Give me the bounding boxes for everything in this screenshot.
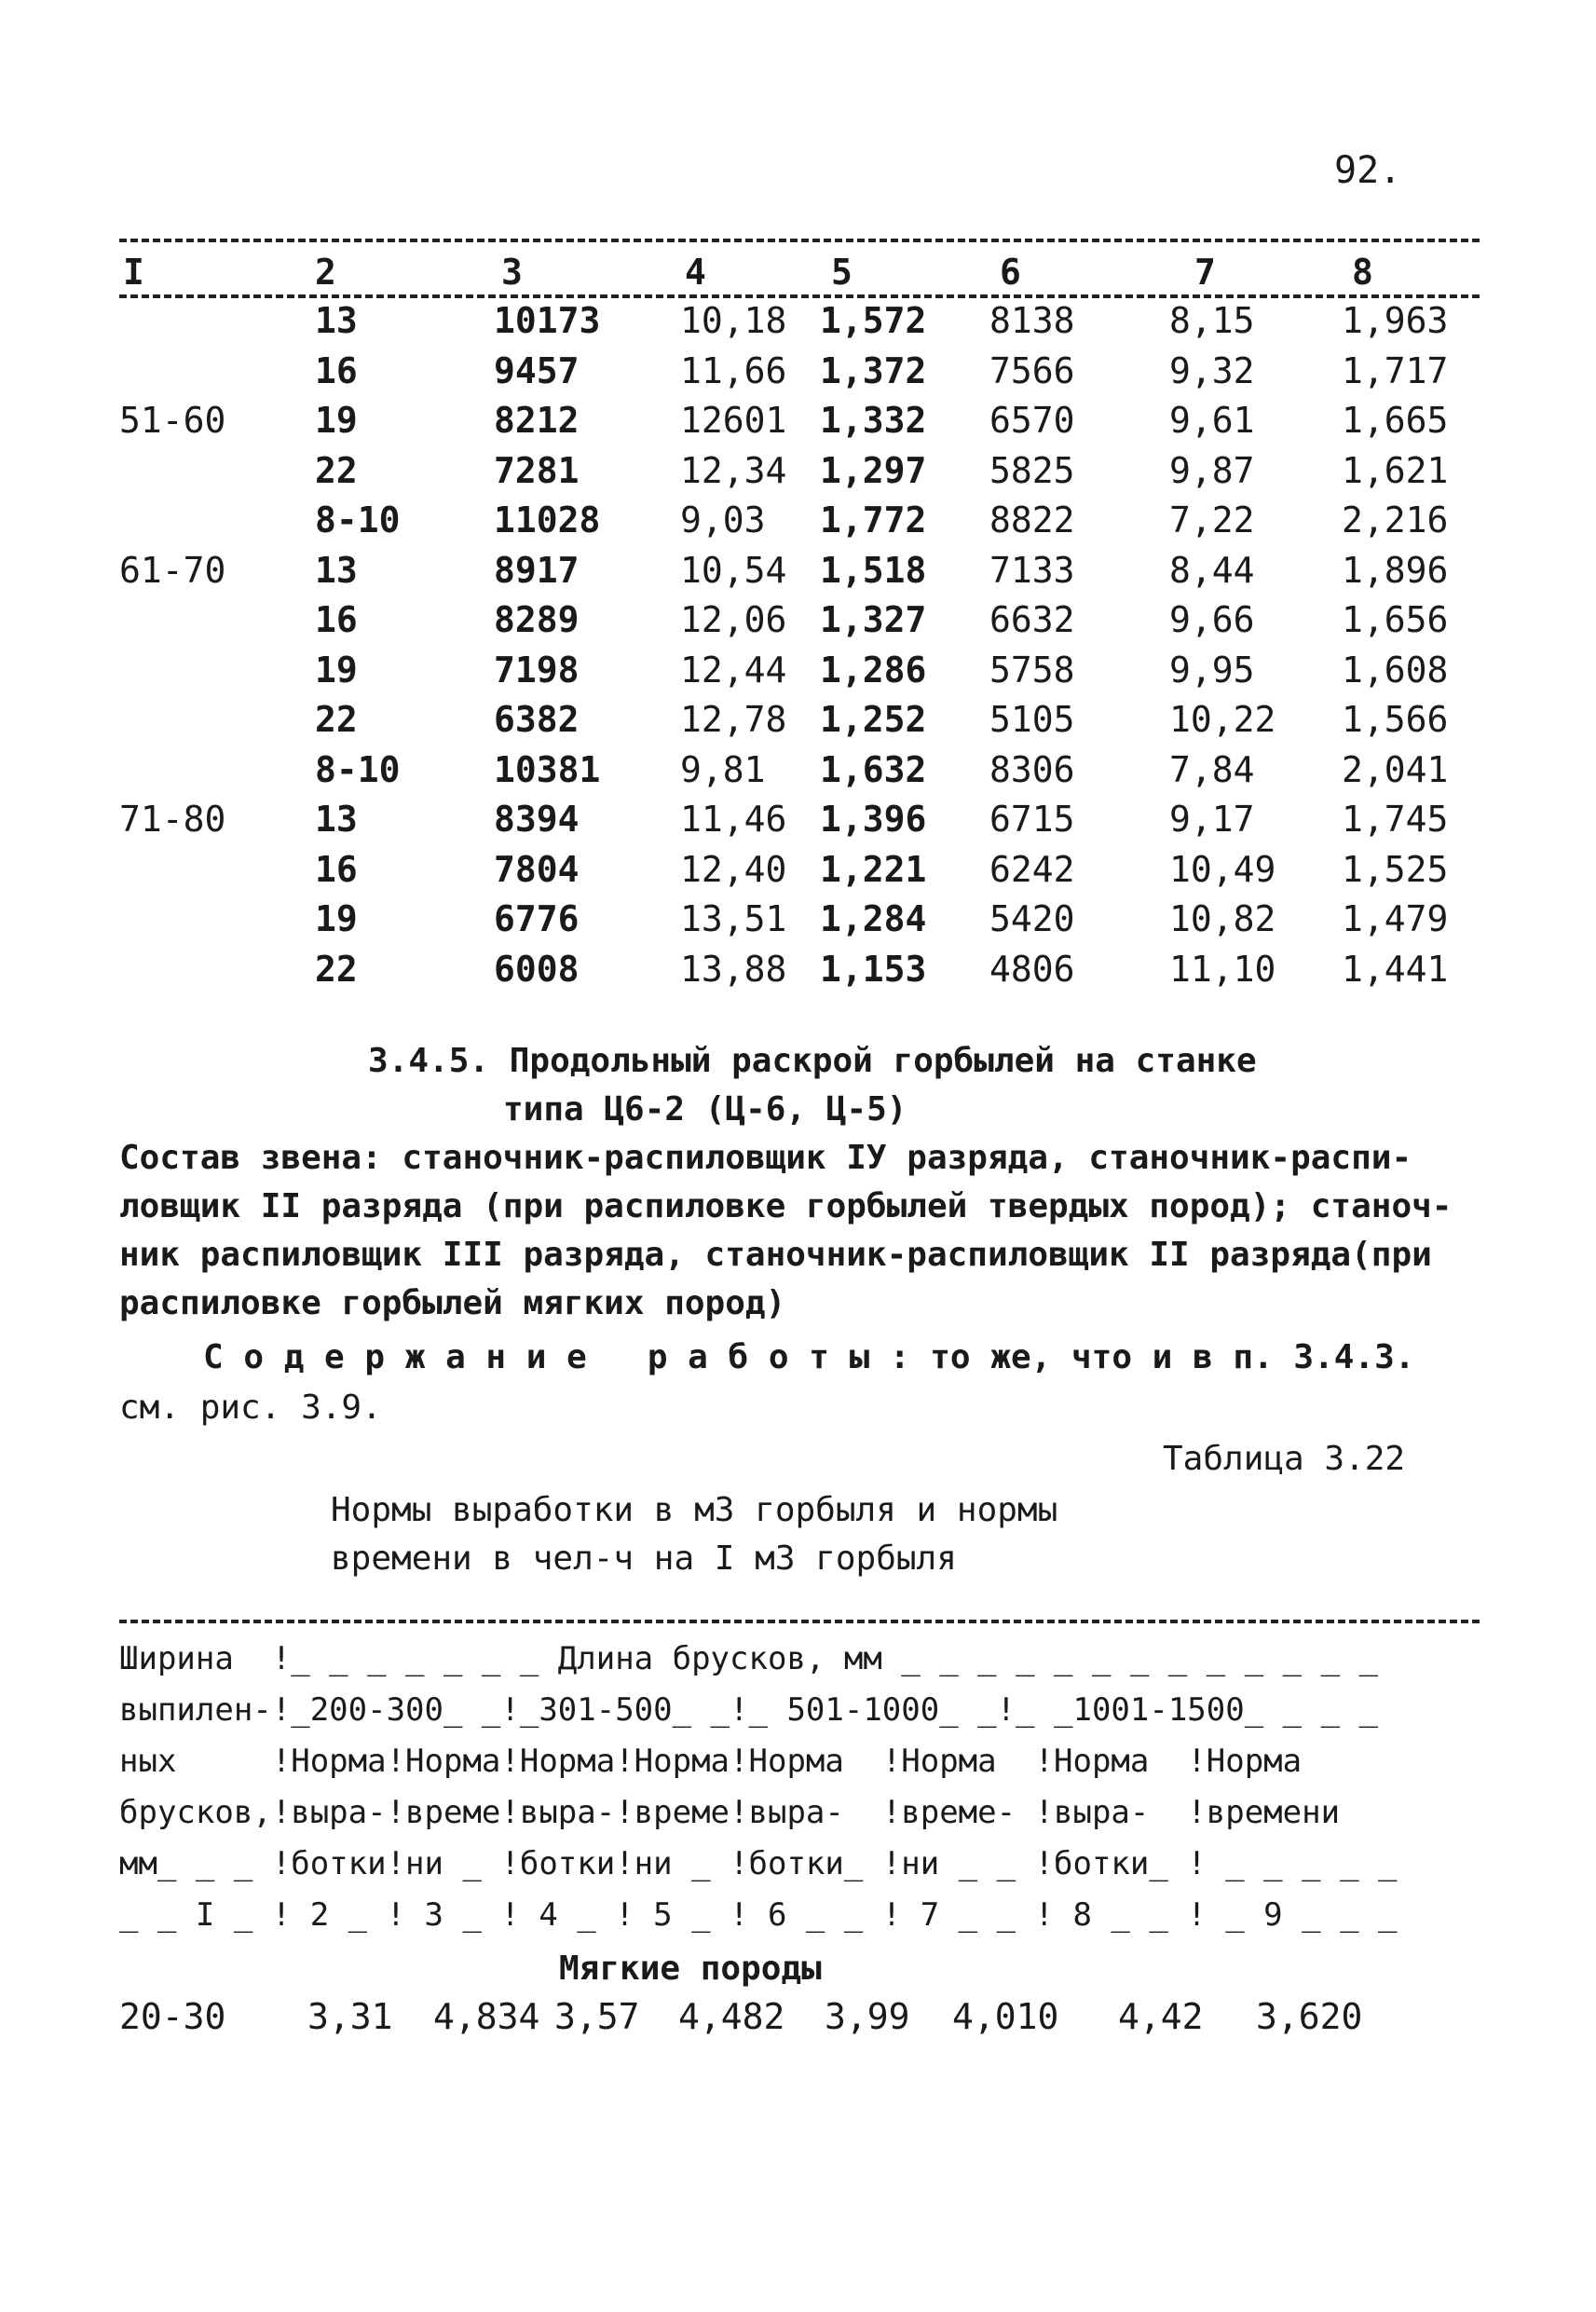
upper-header-cell: 7 [1194,252,1216,293]
table-cell: 22 [315,948,358,990]
table-cell: 12601 [680,400,787,441]
header-line: мм_ _ _ !ботки!ни _ !ботки!ни _ !ботки_ !ни _ _ !ботки_ ! _ _ _ _ _ [119,1845,1398,1882]
table-cell: 1,221 [820,848,927,890]
table-cell: 1,896 [1342,549,1449,591]
table-cell: 9,81 [680,748,766,790]
table-cell: 1,632 [820,748,927,790]
header-line: Ширина !_ _ _ _ _ _ _ Длина бруcков, мм _ _ _ _ _ _ _ _ _ _ _ _ _ [119,1640,1379,1677]
table-cell: 1,608 [1342,649,1449,691]
table-cell: 1,518 [820,549,927,591]
table-cell: 13 [315,799,358,840]
table-cell: 1,327 [820,599,927,640]
table-cell: 1,745 [1342,799,1449,840]
section-title: 3.4.5. Продольный раскрой горбылей на станке [368,1042,1257,1080]
section-label: Мягкие породы [559,1949,822,1988]
composition-line: распиловке горбылей мягких пород) [119,1284,786,1322]
table-cell: 12,34 [680,449,787,491]
table-cell: 10,22 [1169,699,1276,740]
table-cell: 6776 [494,898,580,939]
table-cell: 9,66 [1169,599,1255,640]
table-title: Нормы выработки в м3 горбыля и нормы [331,1491,1058,1529]
table-cell: 1,153 [820,948,927,990]
table-top-rule [119,239,1480,242]
table-cell: 16 [315,599,358,640]
composition-line: ник распиловщик III разряда, станочник-распиловщик II разряда(при [119,1236,1432,1274]
upper-header-cell: 3 [501,252,523,293]
table-cell: 1,252 [820,699,927,740]
table-cell: 1,656 [1342,599,1449,640]
cell: 4,834 [433,1996,540,2037]
table-cell: 10,18 [680,300,787,341]
table-cell: 13,51 [680,898,787,939]
table-cell: 11,66 [680,349,787,391]
cell: 4,482 [678,1996,785,2037]
group-label: 61-70 [119,549,226,591]
table-cell: 6715 [989,799,1075,840]
table-cell: 8-10 [315,748,401,790]
table-cell: 6008 [494,948,580,990]
upper-header-cell: 2 [315,252,336,293]
cell: 3,99 [825,1996,910,2037]
group-label: 71-80 [119,799,226,840]
table-caption: Таблица 3.22 [1163,1440,1406,1478]
table-cell: 7198 [494,649,580,691]
table-title-cont: времени в чел-ч на I м3 горбыля [331,1539,957,1578]
table-cell: 1,286 [820,649,927,691]
table-cell: 12,06 [680,599,787,640]
table-cell: 12,40 [680,848,787,890]
header-line: выпилен-!_200-300_ _!_301-500_ _!_ 501-1000_ _!_ _1001-1500_ _ _ _ [119,1691,1379,1729]
table-cell: 5825 [989,449,1075,491]
header-line: брусков,!выра-!време!выра-!време!выра- !време- !выра- !времени [119,1794,1341,1831]
table-cell: 1,566 [1342,699,1449,740]
table-cell: 1,963 [1342,300,1449,341]
table-cell: 1,284 [820,898,927,939]
cell: 4,010 [952,1996,1059,2037]
table-cell: 8212 [494,400,580,441]
table-cell: 8-10 [315,499,401,540]
cell: 4,42 [1118,1996,1204,2037]
table-cell: 2,041 [1342,748,1449,790]
table-cell: 8306 [989,748,1075,790]
table-cell: 1,332 [820,400,927,441]
table-cell: 10173 [494,300,601,341]
table-cell: 7281 [494,449,580,491]
table-cell: 9,95 [1169,649,1255,691]
table-cell: 8289 [494,599,580,640]
table-cell: 7,84 [1169,748,1255,790]
header-line: ных !Норма!Норма!Норма!Норма!Норма !Норма !Норма !Норма [119,1743,1303,1780]
table-cell: 9,03 [680,499,766,540]
table-cell: 5420 [989,898,1075,939]
table-cell: 2,216 [1342,499,1449,540]
header-rule [119,294,1480,298]
table-cell: 1,396 [820,799,927,840]
table-cell: 6632 [989,599,1075,640]
upper-header-cell: 4 [685,252,706,293]
table-cell: 12,44 [680,649,787,691]
table-cell: 8138 [989,300,1075,341]
table-cell: 1,479 [1342,898,1449,939]
table-cell: 6242 [989,848,1075,890]
table-cell: 1,297 [820,449,927,491]
table-cell: 4806 [989,948,1075,990]
table-cell: 11,46 [680,799,787,840]
upper-header-cell: 8 [1352,252,1373,293]
table-cell: 7566 [989,349,1075,391]
table-cell: 8,44 [1169,549,1255,591]
composition-line: ловщик II разряда (при распиловке горбылей твердых пород); станоч- [119,1187,1453,1225]
table-cell: 1,772 [820,499,927,540]
table-cell: 19 [315,898,358,939]
cell: 3,620 [1256,1996,1363,2037]
table-cell: 1,441 [1342,948,1449,990]
table-cell: 1,717 [1342,349,1449,391]
upper-header-cell: I [123,252,144,293]
table-cell: 10381 [494,748,601,790]
table-cell: 10,49 [1169,848,1276,890]
table-cell: 8394 [494,799,580,840]
table-cell: 1,665 [1342,400,1449,441]
table-cell: 22 [315,449,358,491]
figure-reference: см. рис. 3.9. [119,1389,382,1427]
header-line: _ _ I _ ! 2 _ ! 3 _ ! 4 _ ! 5 _ ! 6 _ _ ! 7 _ _ ! 8 _ _ ! _ 9 _ _ _ [119,1896,1398,1934]
section-title-cont: типа Ц6-2 (Ц-6, Ц-5) [503,1090,907,1129]
table-cell: 16 [315,349,358,391]
table-cell: 5758 [989,649,1075,691]
table-cell: 12,78 [680,699,787,740]
table-cell: 8917 [494,549,580,591]
table-cell: 9457 [494,349,580,391]
table-cell: 7133 [989,549,1075,591]
table-cell: 11028 [494,499,601,540]
table-cell: 10,54 [680,549,787,591]
table-cell: 13,88 [680,948,787,990]
cell: 3,57 [554,1996,640,2037]
table-cell: 1,572 [820,300,927,341]
table-cell: 8822 [989,499,1075,540]
table-cell: 9,87 [1169,449,1255,491]
table-cell: 9,32 [1169,349,1255,391]
cell: 20-30 [119,1996,226,2037]
table-cell: 16 [315,848,358,890]
table-cell: 13 [315,549,358,591]
table-cell: 13 [315,300,358,341]
table-cell: 8,15 [1169,300,1255,341]
group-label: 51-60 [119,400,226,441]
upper-header-cell: 6 [1000,252,1021,293]
table-cell: 5105 [989,699,1075,740]
lower-table-top-rule [119,1620,1480,1623]
table-cell: 1,525 [1342,848,1449,890]
table-cell: 11,10 [1169,948,1276,990]
composition-line: Состав звена: станочник-распиловщик IУ разряда, станочник-распи- [119,1139,1412,1177]
table-cell: 1,621 [1342,449,1449,491]
table-cell: 19 [315,649,358,691]
page-number: 92. [1334,149,1402,192]
table-cell: 7,22 [1169,499,1255,540]
table-cell: 22 [315,699,358,740]
upper-header-cell: 5 [831,252,853,293]
table-cell: 10,82 [1169,898,1276,939]
cell: 3,31 [307,1996,393,2037]
table-cell: 1,372 [820,349,927,391]
table-cell: 7804 [494,848,580,890]
table-cell: 9,17 [1169,799,1255,840]
table-cell: 19 [315,400,358,441]
table-cell: 9,61 [1169,400,1255,441]
work-content: С о д е р ж а н и е р а б о т ы : то же, что и в п. 3.4.3. [203,1338,1415,1376]
table-cell: 6570 [989,400,1075,441]
table-cell: 6382 [494,699,580,740]
